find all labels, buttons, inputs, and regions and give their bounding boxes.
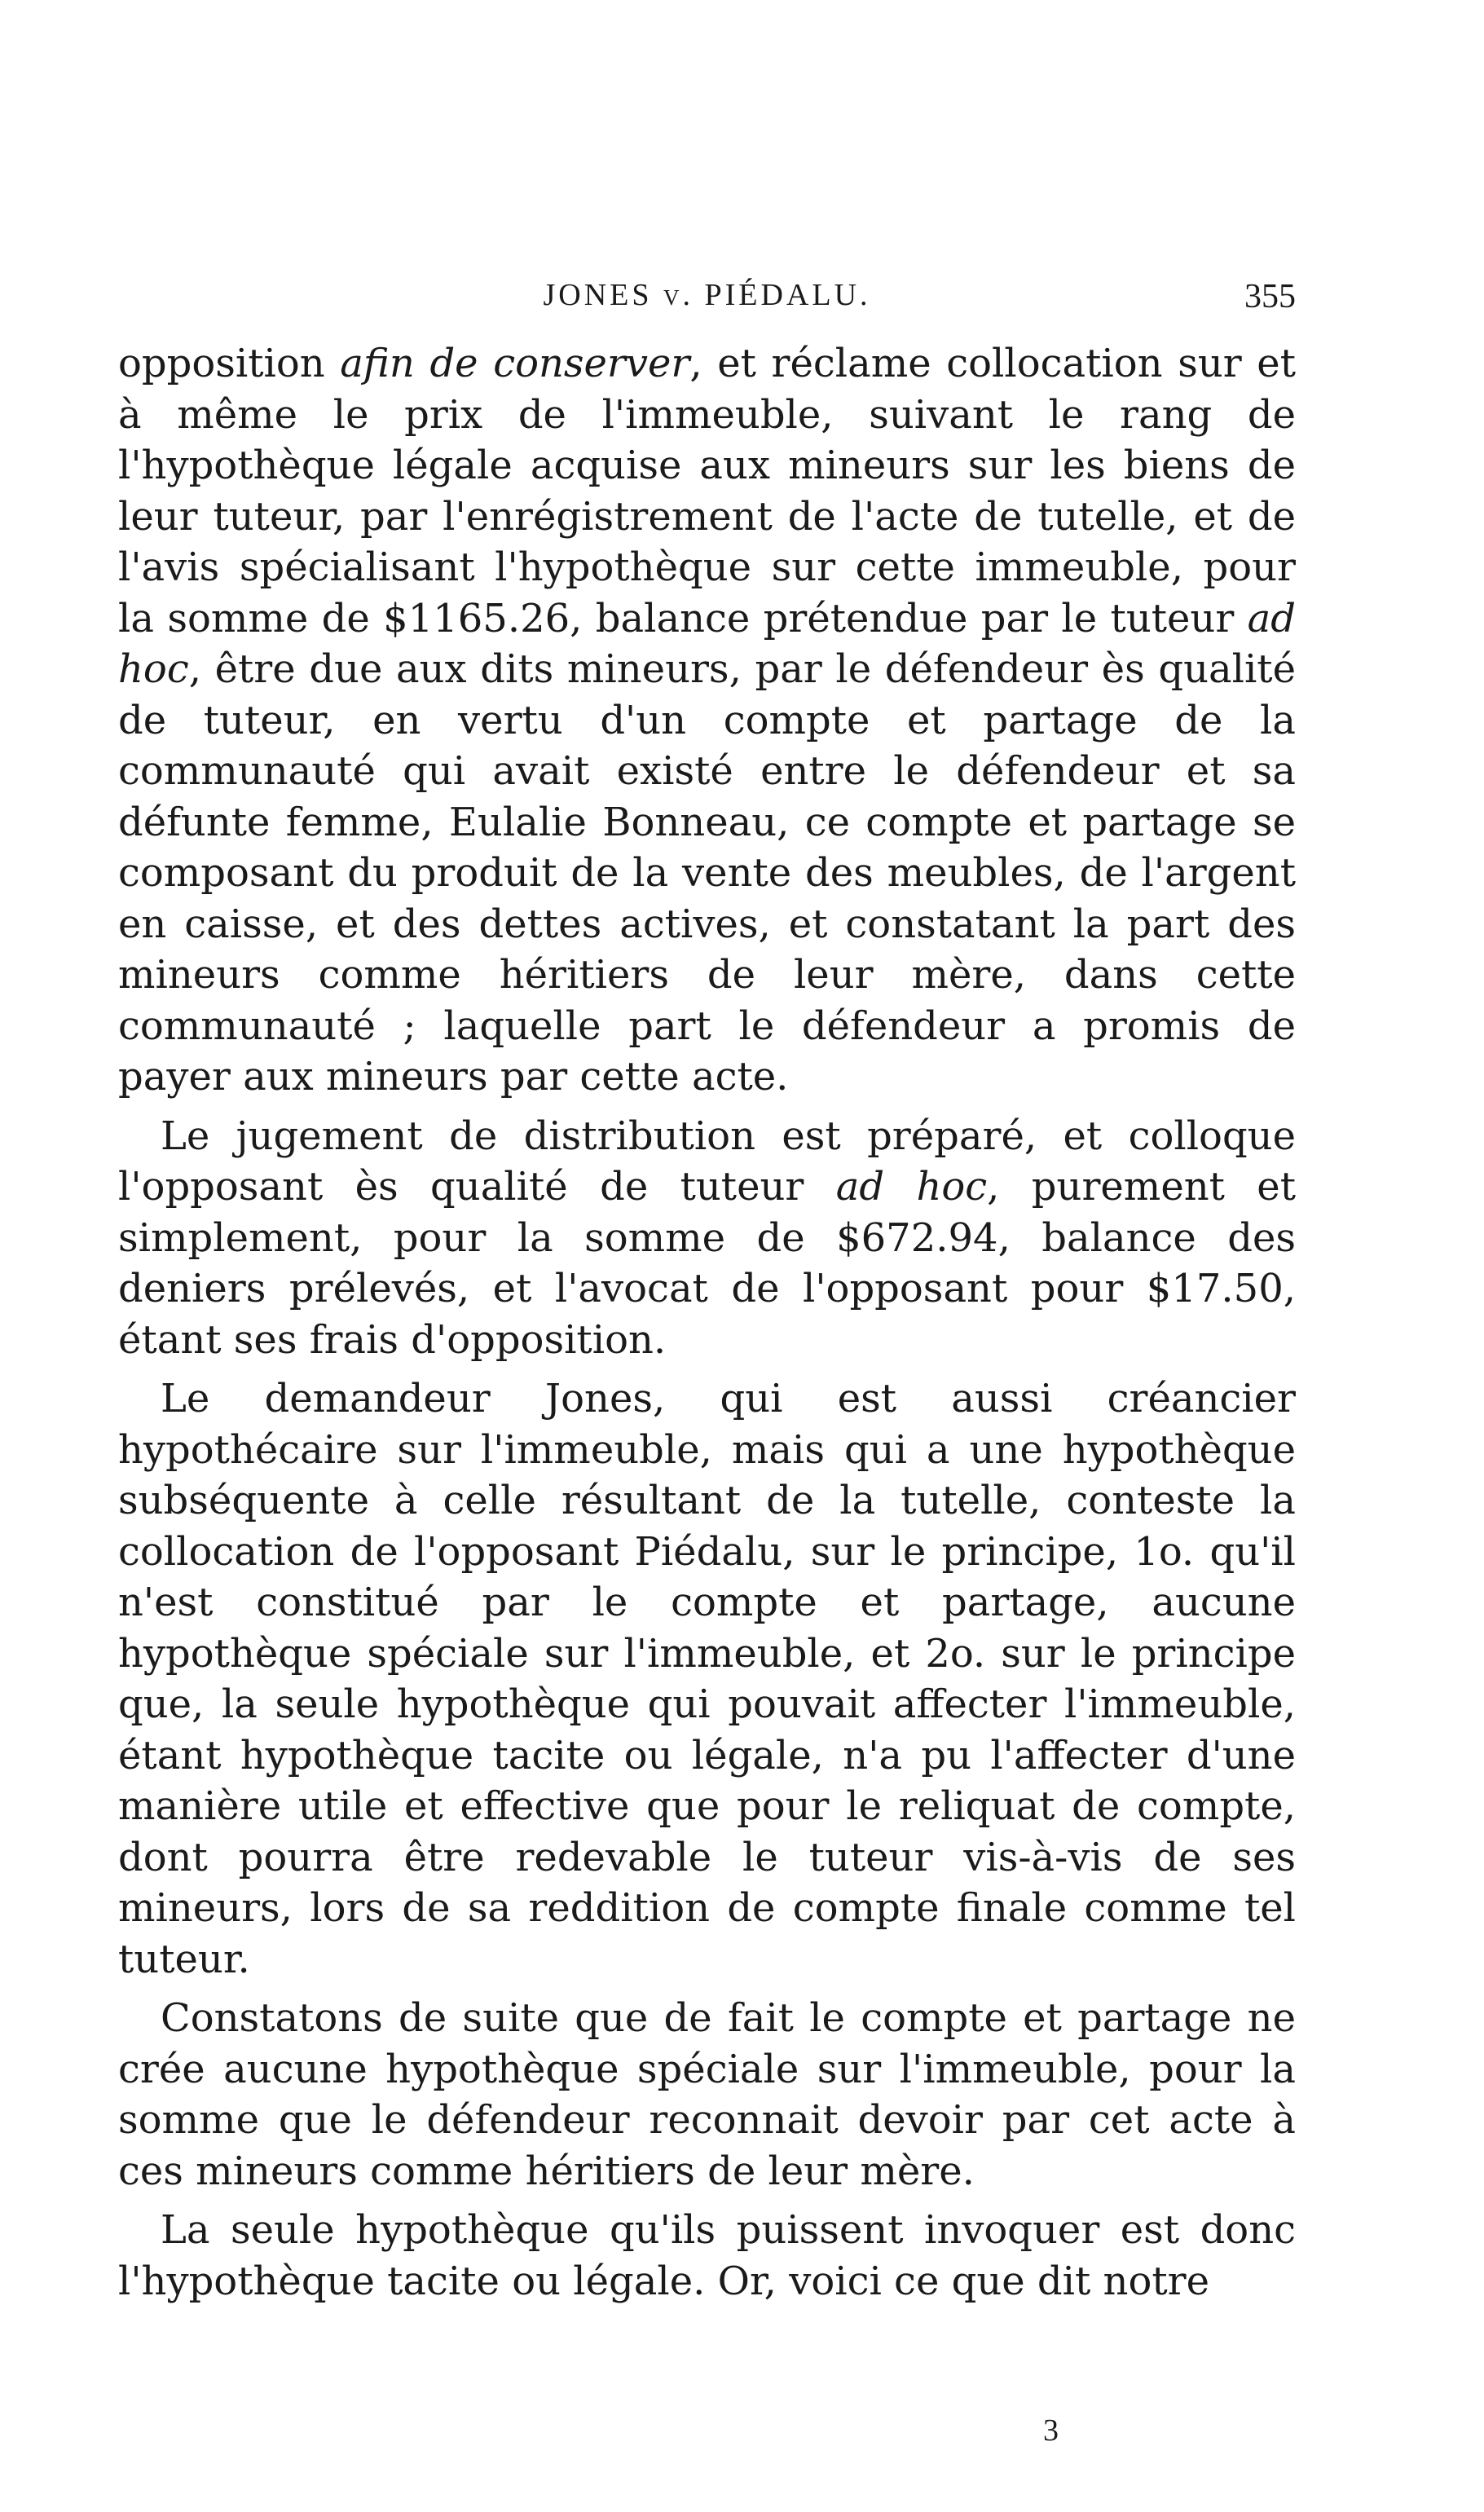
text-run: La seule hypothèque qu'ils puissent invoquer est donc l'hypothèque tacite ou légale. Or, voici ce que dit notre [118,2207,1296,2304]
text-run: opposition [118,341,341,386]
text-run: Le demandeur Jones, qui est aussi créancier hypothécaire sur l'immeuble, mais qui a une hypothèque subséquente à celle résultant de la tutelle, conteste la collocation de l'opposant Piédalu, sur le principe, 1o. qu'il n'est constitué par le compte et partage, aucune hypothèque spéciale sur l'immeuble, et 2o. sur le principe que, la seule hypothèque qui pouvait affecter l'immeuble, étant hypothèque tacite ou légale, n'a pu l'affecter d'une manière utile et effective que pour le reliquat de compte, dont pourra être redevable le tuteur vis-à-vis de ses mineurs, lors de sa reddition de compte finale comme tel tuteur. [118,1376,1296,1982]
page-number: 355 [1244,278,1296,315]
italic-phrase: afin de conserver [340,341,690,386]
text-run: Constatons de suite que de fait le compte et partage ne crée aucune hypothèque spéciale sur l'immeuble, pour la somme que le défendeur reconnait devoir par cet acte à ces mineurs comme héritiers de leur mère. [118,1995,1296,2194]
paragraph-4 [118,1993,1296,2197]
paragraph-3 [118,1373,1296,1985]
paragraph-1 [118,338,1296,1103]
text-run: , purement et simplement, pour la somme de $672.94, balance des deniers prélevés, et l'avocat de l'opposant pour $17.50, étant ses frais d'opposition. [118,1164,1297,1363]
paragraph-2 [118,1111,1296,1366]
running-title: JONES v. PIÉDALU. [543,278,871,312]
text-run: Le jugement de distribution est préparé, et colloque l'opposant ès qualité de tuteur [118,1113,1296,1210]
body-text [118,338,1296,2315]
italic-phrase: ad hoc [118,595,1296,692]
signature-mark: 3 [1043,2413,1059,2448]
text-run: , et réclame collocation sur et à même le prix de l'immeuble, suivant le rang de l'hypothèque légale acquise aux mineurs sur les biens de leur tuteur, par l'enrégistrement de l'acte de tutelle, et de l'avis spécialisant l'hypothèque sur cette immeuble, pour la somme de $1165.26, balance prétendue par le tuteur [118,341,1296,641]
text-run: , être due aux dits mineurs, par le défendeur ès qualité de tuteur, en vertu d'un compte et partage de la communauté qui avait existé entre le défendeur et sa défunte femme, Eulalie Bonneau, ce compte et partage se composant du produit de la vente des meubles, de l'argent en caisse, et des dettes actives, et constatant la part des mineurs comme héritiers de leur mère, dans cette communauté ; laquelle part le défendeur a promis de payer aux mineurs par cette acte. [118,646,1296,1100]
paragraph-5 [118,2205,1296,2307]
italic-phrase: ad hoc [835,1164,988,1210]
running-head [118,277,1296,326]
